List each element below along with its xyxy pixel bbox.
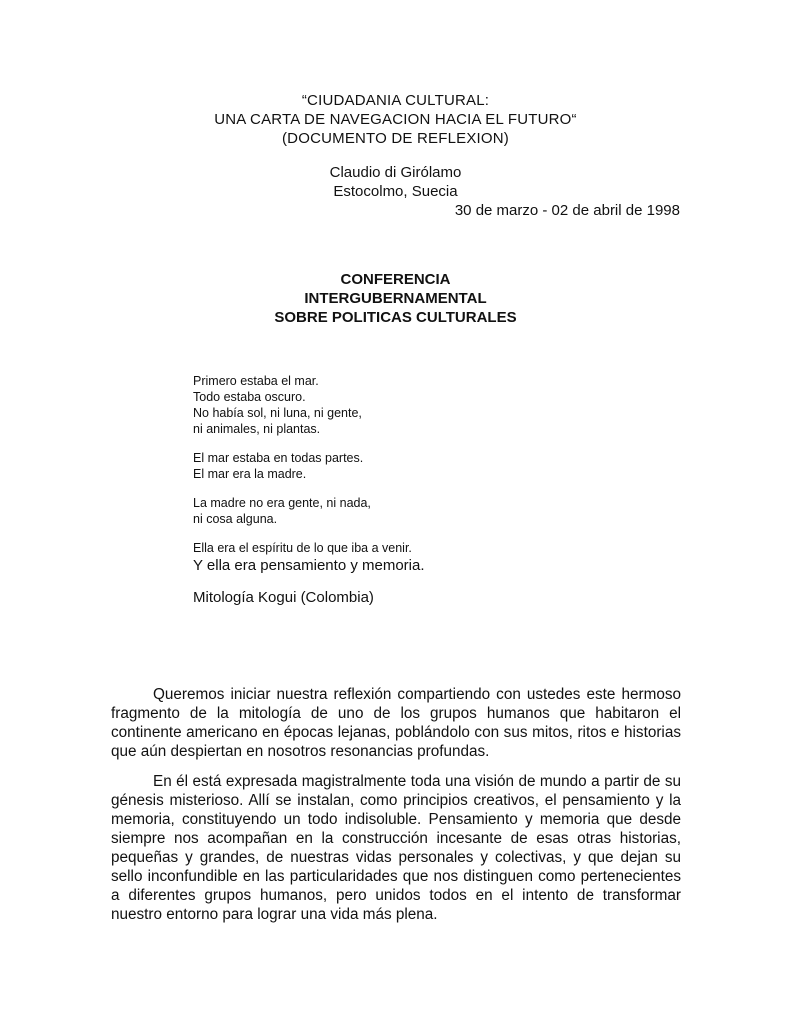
document-title — [0, 91, 791, 148]
conference-line-1: CONFERENCIA — [340, 271, 451, 288]
body-paragraph-1: Queremos iniciar nuestra reflexión compartiendo con ustedes este hermoso fragmento de la mitología de uno de los grupos humanos que habitaron el continente americano en épocas lejanas, poblándolo con sus mitos, ritos e historias que aún despiertan en nosotros resonancias profundas. — [111, 686, 681, 760]
poem-line: El mar era la madre. — [193, 467, 307, 481]
poem-line: Todo estaba oscuro. — [193, 390, 306, 404]
epigraph-poem — [193, 373, 613, 607]
poem-line: La madre no era gente, ni nada, — [193, 496, 371, 510]
author-location: Estocolmo, Suecia — [333, 183, 458, 200]
conference-heading — [0, 270, 791, 327]
conference-line-3: SOBRE POLITICAS CULTURALES — [274, 309, 517, 326]
conference-line-2: INTERGUBERNAMENTAL — [304, 290, 487, 307]
title-line-1: “CIUDADANIA CULTURAL: — [301, 92, 490, 109]
poem-line: Primero estaba el mar. — [193, 374, 319, 388]
author-name: Claudio di Girólamo — [329, 164, 462, 181]
poem-line: El mar estaba en todas partes. — [193, 451, 364, 465]
body-paragraph-2: En él está expresada magistralmente toda una visión de mundo a partir de su génesis misterioso. Allí se instalan, como principios creativos, el pensamiento y la memoria, constituyendo un todo indisoluble. Pensamiento y memoria que desde siempre nos acompañan en la construcción incesante de esas otras historias, pequeñas y grandes, de nuestras vidas personales y colectivas, y que dejan su sello inconfundible en las particularidades que nos distinguen como pertenecientes a diferentes grupos humanos, pero unidos todos en el intento de transformar nuestro entorno para lograr una vida más plena. — [111, 773, 681, 923]
author-block — [0, 163, 791, 201]
poem-line: ni cosa alguna. — [193, 512, 278, 526]
poem-source: Mitología Kogui (Colombia) — [193, 589, 374, 606]
poem-line: No había sol, ni luna, ni gente, — [193, 406, 362, 420]
poem-line: Y ella era pensamiento y memoria. — [193, 557, 425, 574]
title-line-2: UNA CARTA DE NAVEGACION HACIA EL FUTURO“ — [214, 111, 577, 128]
title-line-3: (DOCUMENTO DE REFLEXION) — [281, 130, 510, 147]
document-date: 30 de marzo - 02 de abril de 1998 — [454, 202, 680, 219]
poem-line: ni animales, ni plantas. — [193, 422, 321, 436]
poem-line: Ella era el espíritu de lo que iba a venir. — [193, 541, 412, 555]
